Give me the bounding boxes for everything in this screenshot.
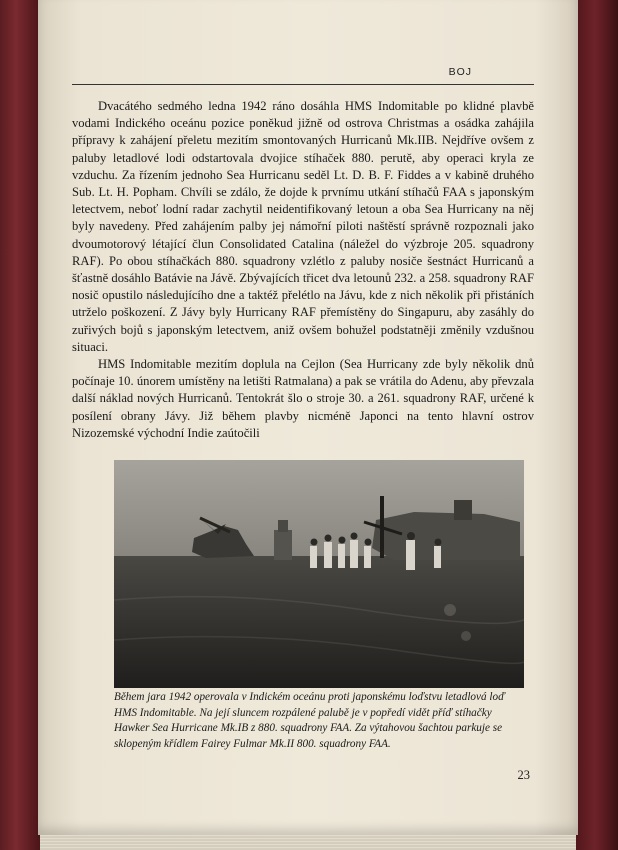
paragraph-1: Dvacátého sedmého ledna 1942 ráno dosáhla HMS Indomitable po klidné plavbě vodami Indického oceánu pozice poněkud jižně od ostrova Christmas a osádka zahájila přípravy k zahájení přeletu mezitím smontovaných Hurricanů Mk.IIB. Nejdříve ovšem z paluby letadlové lodi odstartovala dvojice stíhaček 880. perutě, aby operaci kryla ze vzduchu. Za řízením jednoho Sea Hurricanu seděl Lt. D. B. F. Fiddes a v kabině druhého Sub. Lt. H. Popham. Chvíli se zdálo, že dojde k prvnímu utkání stíhačů FAA s japonským letectvem, neboť lodní radar zachytil neidentifikovaný letoun a oba Sea Hurricany na něj byly navedeny. Před zahájením palby jej námořní piloti naštěstí správně rozpoznali jako dvoumotorový létající člun Consolidated Catalina (náležel do výzbroje 205. squadrony RAF). Po obou stíhačkách 880. squadrony vzlétlo z paluby nosiče šestnáct Hurricanů a šťastně dosáhlo Batávie na Jávě. Zbývajících třicet dva letounů 232. a 258. squadrony RAF nosič opustilo následujícího dne a taktéž přelétlo na Jávu, kde z nich několik při přistáních utrželo poškození. Z Jávy byly Hurricany RAF přemístěny do Singapuru, aby zasáhly do zuřivých bojů s japonským letectvem, aniž ovšem bohužel podstatněji změnily vzdušnou situaci. xyxy=(72,99,534,354)
paragraph-2: HMS Indomitable mezitím doplula na Cejlon (Sea Hurricany zde byly několik dnů počínaje 10. únorem umístěny na letišti Ratmalana) a pak se vrátila do Adenu, aby převzala další náklad nových Hurricanů. Tentokrát šlo o stroje 30. a 261. squadrony RAF, určené k posílení obrany Jávy. Již během plavby nicméně Japonci na tento hlavní ostrov Nizozemské východní Indie zaútočili xyxy=(72,357,534,440)
body-text xyxy=(72,98,534,442)
book-binding-right xyxy=(572,0,618,850)
page-number: 23 xyxy=(517,768,530,782)
carrier-deck-photo xyxy=(114,460,524,688)
book-binding-left xyxy=(0,0,40,850)
page-edges xyxy=(40,835,576,850)
photo-caption: Během jara 1942 operovala v Indickém oceánu proti japonskému loďstvu letadlová loď HMS Indomitable. Na její sluncem rozpálené palubě je v popředí vidět příď stíhačky Hawker Sea Hurricane Mk.IB z 880. squadrony FAA. Za výtahovou šachtou parkuje se sklopeným křídlem Fairey Fulmar Mk.II 800. squadrony FAA. xyxy=(114,691,505,750)
running-head: BOJ xyxy=(448,66,472,78)
header-rule xyxy=(72,84,534,85)
historical-photo xyxy=(114,460,524,688)
